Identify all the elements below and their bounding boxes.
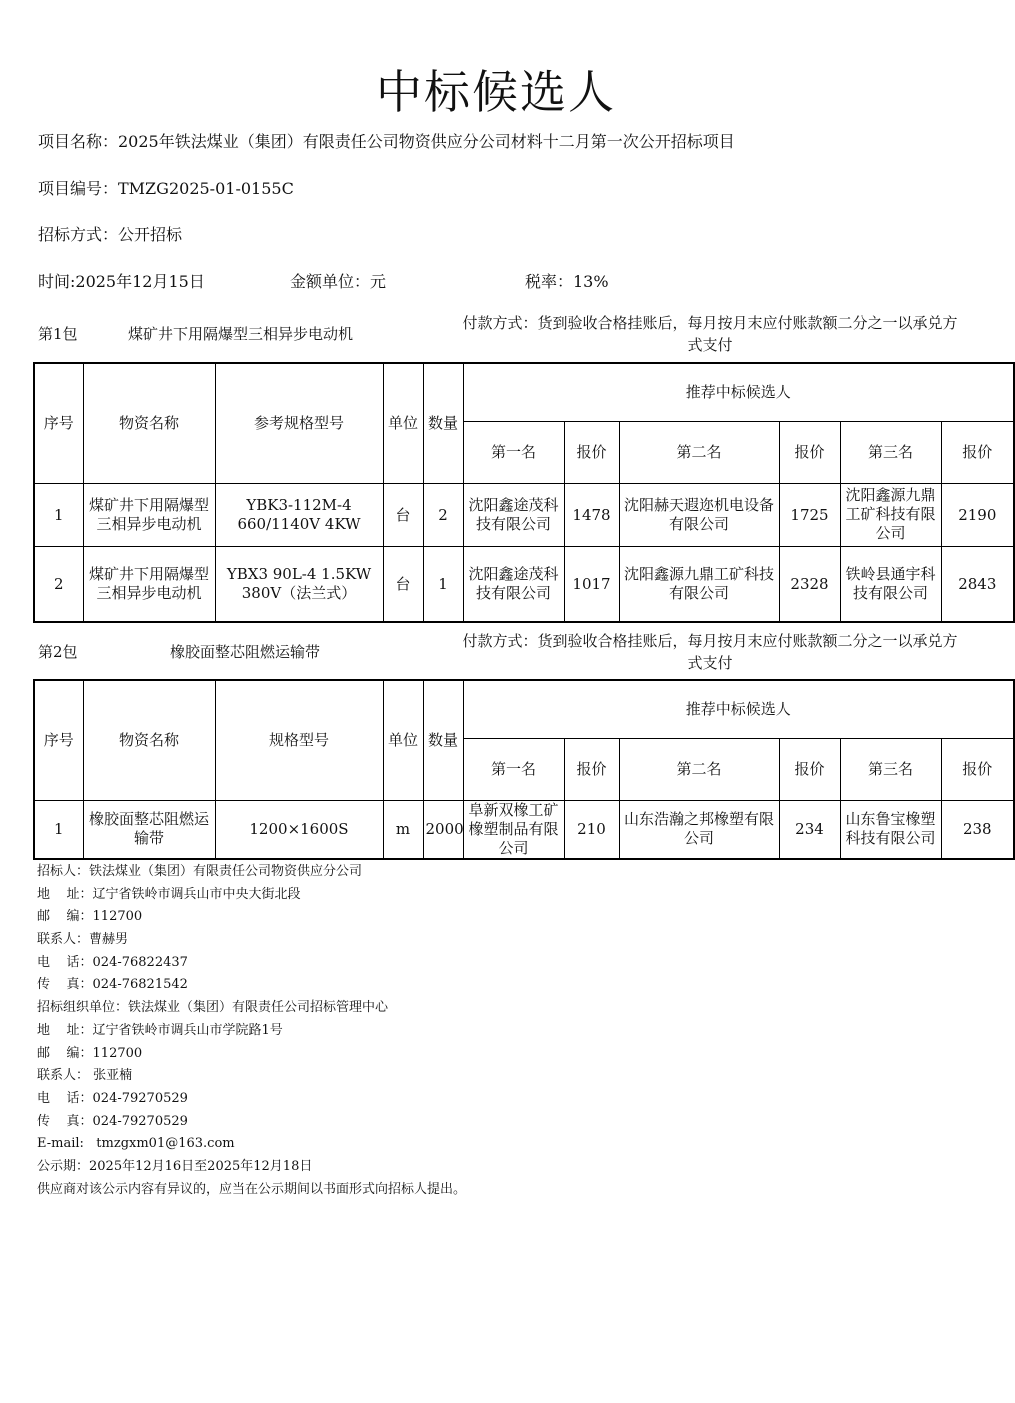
row-third-bidder: 铁岭县通宇科技有限公司 (840, 546, 941, 622)
package-1-table (33, 362, 1015, 623)
row-second-bidder: 沈阳鑫源九鼎工矿科技有限公司 (619, 546, 779, 622)
contact-info (37, 861, 466, 1201)
header-price-3: 报价 (941, 421, 1014, 483)
row-spec: YBX3 90L-4 1.5KW 380V（法兰式） (215, 546, 383, 622)
row-unit: 台 (383, 546, 423, 622)
header-no: 序号 (34, 363, 83, 483)
tenderer-fax: 传 真：024-76821542 (37, 977, 188, 993)
package-2-name: 橡胶面整芯阻燃运输带 (170, 643, 321, 661)
row-price-1: 210 (564, 800, 619, 859)
table-row (34, 546, 1014, 622)
header-material: 物资名称 (83, 680, 215, 800)
publicity-period: 公示期：2025年12月16日至2025年12月18日 (37, 1158, 313, 1174)
header-recommended: 推荐中标候选人 (463, 680, 1014, 738)
project-name: 项目名称：2025年铁法煤业（集团）有限责任公司物资供应分公司材料十二月第一次公开招标项目 (38, 132, 735, 151)
row-unit: m (383, 800, 423, 859)
header-recommended: 推荐中标候选人 (463, 363, 1014, 421)
header-price-1: 报价 (564, 421, 619, 483)
row-price-2: 1725 (779, 483, 840, 546)
header-price-3: 报价 (941, 738, 1014, 800)
agency: 招标组织单位：铁法煤业（集团）有限责任公司招标管理中心 (37, 1000, 389, 1016)
agency-email: E-mail: tmzgxm01@163.com (37, 1136, 235, 1152)
package-1-label: 第1包 (38, 325, 78, 343)
row-first-bidder: 沈阳鑫途茂科技有限公司 (463, 483, 564, 546)
header-first: 第一名 (463, 738, 564, 800)
package-2-payment-terms: 付款方式：货到验收合格挂账后，每月按月末应付账款额二分之一以承兑方式支付 (462, 632, 958, 672)
row-qty: 2000 (423, 800, 463, 859)
row-third-bidder: 沈阳鑫源九鼎工矿科技有限公司 (840, 483, 941, 546)
row-material: 橡胶面整芯阻燃运输带 (83, 800, 215, 859)
row-price-1: 1017 (564, 546, 619, 622)
row-second-bidder: 山东浩瀚之邦橡塑有限公司 (619, 800, 779, 859)
row-second-bidder: 沈阳赫天遐迩机电设备有限公司 (619, 483, 779, 546)
header-price-2: 报价 (779, 421, 840, 483)
table-row (34, 483, 1014, 546)
row-price-3: 2843 (941, 546, 1014, 622)
header-unit: 单位 (383, 363, 423, 483)
row-no: 1 (34, 800, 83, 859)
header-spec: 参考规格型号 (215, 363, 383, 483)
currency-unit: 金额单位：元 (290, 272, 387, 291)
tenderer-postcode: 邮 编：112700 (37, 909, 143, 925)
tenderer-address: 地 址：辽宁省铁岭市调兵山市中央大街北段 (37, 886, 301, 902)
objection-notice: 供应商对该公示内容有异议的，应当在公示期间以书面形式向招标人提出。 (37, 1181, 467, 1197)
row-price-3: 238 (941, 800, 1014, 859)
row-material: 煤矿井下用隔爆型三相异步电动机 (83, 546, 215, 622)
row-price-2: 2328 (779, 546, 840, 622)
tenderer: 招标人：铁法煤业（集团）有限责任公司物资供应分公司 (37, 864, 363, 879)
row-price-2: 234 (779, 800, 840, 859)
agency-address: 地 址：辽宁省铁岭市调兵山市学院路1号 (37, 1022, 283, 1038)
package-2-label: 第2包 (38, 643, 78, 661)
header-price-1: 报价 (564, 738, 619, 800)
agency-fax: 传 真：024-79270529 (37, 1113, 188, 1129)
package-2-table (33, 679, 1015, 860)
table-row (34, 800, 1014, 859)
project-number: 项目编号：TMZG2025-01-0155C (38, 179, 294, 198)
header-third: 第三名 (840, 738, 941, 800)
row-spec: YBK3-112M-4 660/1140V 4KW (215, 483, 383, 546)
header-unit: 单位 (383, 680, 423, 800)
row-third-bidder: 山东鲁宝橡塑科技有限公司 (840, 800, 941, 859)
package-1-payment-terms: 付款方式：货到验收合格挂账后，每月按月末应付账款额二分之一以承兑方式支付 (462, 314, 958, 354)
header-second: 第二名 (619, 421, 779, 483)
package-1-name: 煤矿井下用隔爆型三相异步电动机 (128, 325, 354, 343)
row-first-bidder: 沈阳鑫途茂科技有限公司 (463, 546, 564, 622)
table-header-row (34, 363, 1014, 421)
header-material: 物资名称 (83, 363, 215, 483)
row-spec: 1200×1600S (215, 800, 383, 859)
table-header-row (34, 680, 1014, 738)
tenderer-phone: 电 话：024-76822437 (37, 954, 188, 970)
tax-rate: 税率：13% (525, 272, 609, 291)
bid-method: 招标方式：公开招标 (38, 225, 183, 244)
header-third: 第三名 (840, 421, 941, 483)
header-no: 序号 (34, 680, 83, 800)
row-price-1: 1478 (564, 483, 619, 546)
row-price-3: 2190 (941, 483, 1014, 546)
header-spec: 规格型号 (215, 680, 383, 800)
header-qty: 数量 (423, 363, 463, 483)
header-second: 第二名 (619, 738, 779, 800)
row-first-bidder: 阜新双橡工矿橡塑制品有限公司 (463, 800, 564, 859)
header-first: 第一名 (463, 421, 564, 483)
header-qty: 数量 (423, 680, 463, 800)
agency-postcode: 邮 编：112700 (37, 1045, 143, 1061)
announcement-date: 时间:2025年12月15日 (38, 272, 205, 291)
page-title: 中标候选人 (376, 65, 616, 119)
agency-phone: 电 话：024-79270529 (37, 1090, 188, 1106)
row-no: 1 (34, 483, 83, 546)
row-qty: 1 (423, 546, 463, 622)
row-unit: 台 (383, 483, 423, 546)
row-qty: 2 (423, 483, 463, 546)
header-price-2: 报价 (779, 738, 840, 800)
tenderer-contact: 联系人：曹赫男 (37, 932, 129, 948)
agency-contact: 联系人： 张亚楠 (37, 1068, 133, 1084)
row-no: 2 (34, 546, 83, 622)
row-material: 煤矿井下用隔爆型三相异步电动机 (83, 483, 215, 546)
